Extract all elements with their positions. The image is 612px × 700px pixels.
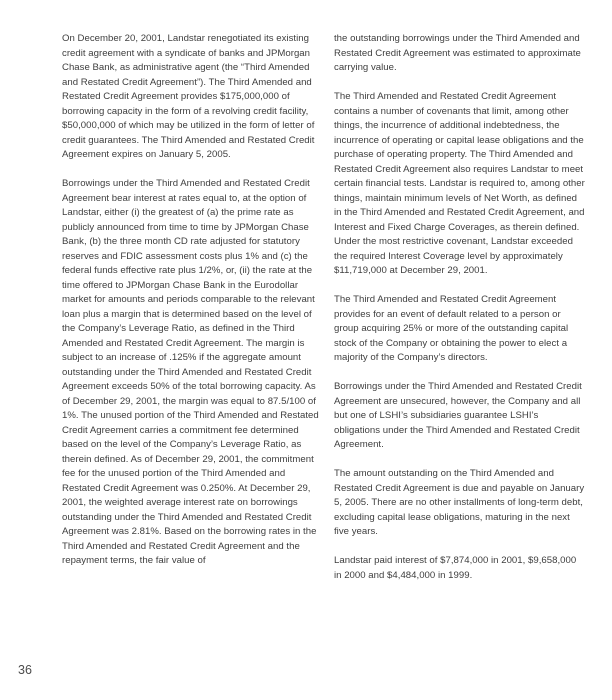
paragraph-credit-agreement-overview: On December 20, 2001, Landstar renegotiated its existing credit agreement with a syndicate of banks and JPMorgan Chase Bank, as administrative agent (the “Third Amended and Restated Credit Agreement”). The Third Amended and Restated Credit Agreement provides $175,000,000 of borrowing capacity in the form of a revolving credit facility, $50,000,000 of which may be utilized in the form of letter of credit guarantees. The Third Amended and Restated Credit Agreement expires on January 5, 2005. — [62, 33, 315, 160]
paragraph-carrying-value: the outstanding borrowings under the Third Amended and Restated Credit Agreement was estimated to approximate carrying value. — [334, 33, 581, 73]
paragraph-covenants: The Third Amended and Restated Credit Agreement contains a number of covenants that limit, among other things, the incurrence of additional indebtedness, the incurrence of operating or capital lease obligations and the purchase of operating property. The Third Amended and Restated Credit Agreement also requires Landstar to meet certain financial tests. Landstar is required to, among other things, maintain minimum levels of Net Worth, as defined in the Third Amended and Restated Credit Agreement, and Interest and Fixed Charge Coverages, as therein defined. Under the most restrictive covenant, Landstar exceeded the required Interest Coverage level by approximately $11,719,000 at December 29, 2001. — [334, 91, 585, 276]
paragraph-unsecured-borrowings: Borrowings under the Third Amended and Restated Credit Agreement are unsecured, however, the Company and all but one of LSHI’s subsidiaries guarantee LSHI’s obligations under the Third Amended and Restated Credit Agreement. — [334, 381, 582, 450]
paragraph-event-of-default: The Third Amended and Restated Credit Agreement provides for an event of default related to a person or group acquiring 25% or more of the outstanding capital stock of the Company or obtaining the power to elect a majority of the Company’s directors. — [334, 294, 569, 363]
paragraph-interest-paid: Landstar paid interest of $7,874,000 in 2001, $9,658,000 in 2000 and $4,484,000 in 1999. — [334, 555, 577, 581]
page-number: 36 — [18, 663, 32, 677]
left-text-column — [62, 32, 319, 583]
paragraph-amount-outstanding: The amount outstanding on the Third Amended and Restated Credit Agreement is due and payable on January 5, 2005. There are no other installments of long-term debt, excluding capital lease obligations, maturing in the next five years. — [334, 468, 585, 537]
right-text-column — [334, 32, 586, 598]
paragraph-borrowings-interest-rates: Borrowings under the Third Amended and Restated Credit Agreement bear interest at rates equal to, at the option of Landstar, either (i) the greatest of (a) the prime rate as publicly announced from time to time by JPMorgan Chase Bank, (b) the three month CD rate adjusted for statutory reserves and FDIC assessment costs plus 1% and (c) the federal funds effective rate plus 1/2%, or, (ii) the rate at the time offered to JPMorgan Chase Bank in the Eurodollar market for amounts and periods comparable to the relevant loan plus a margin that is determined based on the level of the Company’s Leverage Ratio, as defined in the Third Amended and Restated Credit Agreement. The margin is subject to an increase of .125% if the aggregate amount outstanding under the Third Amended and Restated Credit Agreement exceeds 50% of the total borrowing capacity. As of December 29, 2001, the margin was equal to 87.5/100 of 1%. The unused portion of the Third Amended and Restated Credit Agreement carries a commitment fee determined based on the level of the Company’s Leverage Ratio, as therein defined. As of December 29, 2001, the commitment fee for the unused portion of the Third Amended and Restated Credit Agreement was 0.250%. At December 29, 2001, the weighted average interest rate on borrowings outstanding under the Third Amended and Restated Credit Agreement was 2.81%. Based on the borrowing rates in the Third Amended and Restated Credit Agreement and the repayment terms, the fair value of — [62, 178, 319, 566]
